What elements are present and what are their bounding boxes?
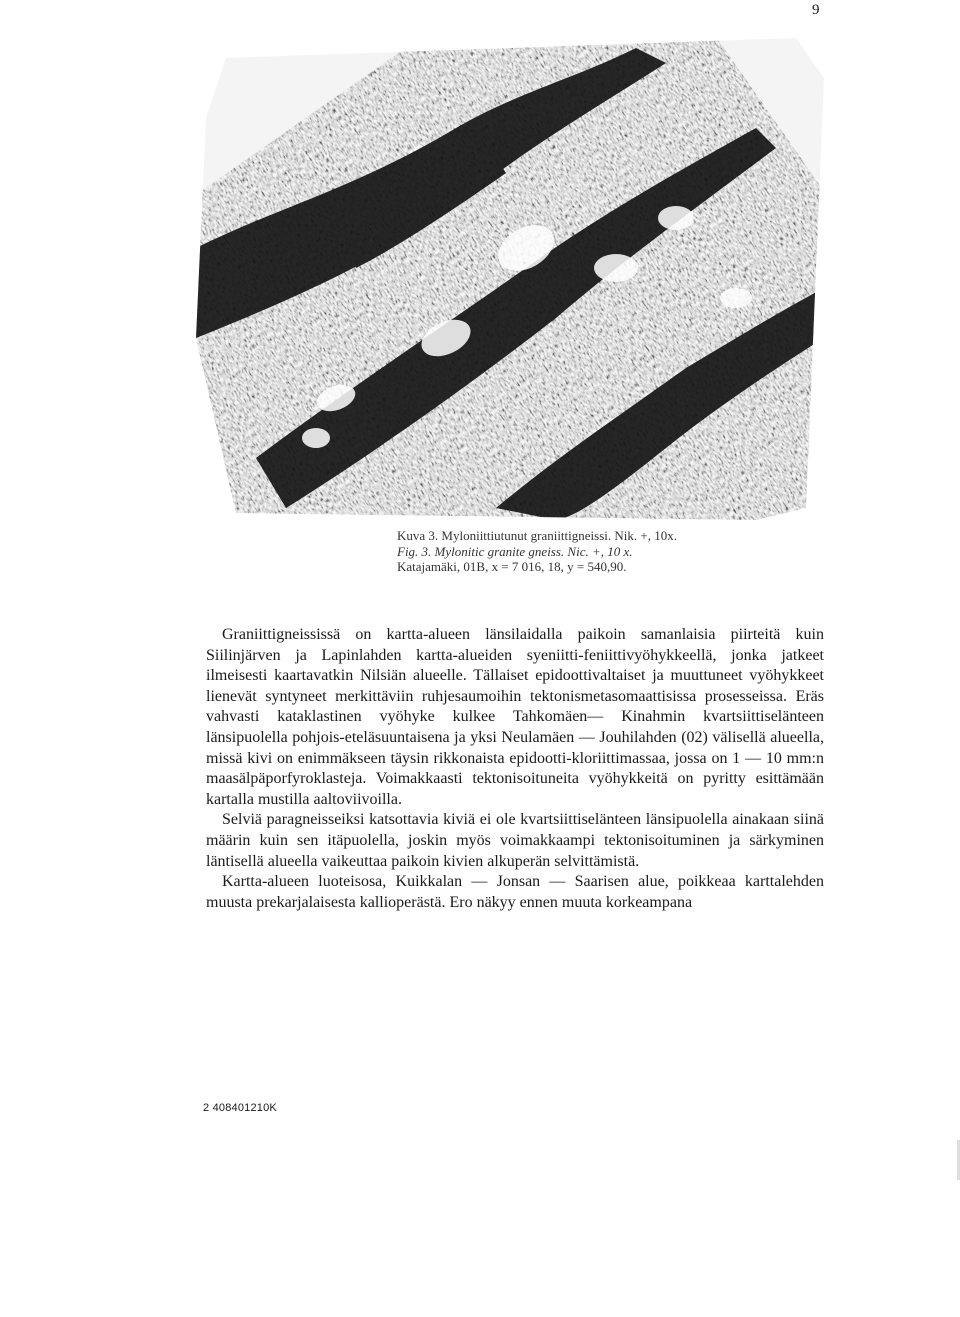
mylonite-micrograph-image xyxy=(196,38,824,520)
caption-location: Katajamäki, 01B, x = 7 016, 18, y = 540,90. xyxy=(397,559,627,574)
paragraph-3: Kartta-alueen luoteisosa, Kuikkalan — Jonsan — Saarisen alue, poikkeaa karttalehden muusta prekarjalaisesta kallioperästä. Ero näkyy ennen muuta korkeampana xyxy=(206,873,824,911)
footer-print-code: 2 408401210K xyxy=(203,1102,277,1114)
paragraph-1: Graniittigneississä on kartta-alueen länsilaidalla paikoin samanlaisia piirteitä kuin Siilinjärven ja Lapinlahden kartta-alueiden syeniitti-feniittivyöhykkeellä, jonka jatkeet ilmeisesti kaartavatkin Nilsiän alueelle. Tällaiset epidoottivaltaiset ja muuttuneet vyöhykkeet lienevät syntyneet merkittäviin ruhjesaumoihin tektonismetasomaattisissa prosesseissa. Eräs vahvasti kataklastinen vyöhyke kulkee Tahkomäen— Kinahmin kvartsiittiselänteen länsipuolella pohjois-eteläsuuntaisena ja yksi Neulamäen — Jouhilahden (02) välisellä alueella, missä kivi on enimmäkseen täysin rikkonaista epidootti-kloriittimassaa, jossa on 1 — 10 mm:n maasälpäporfyroklasteja. Voimakkaasti tektonisoituneita vyöhykkeitä on pyritty esittämään kartalla mustilla aaltoviivoilla. xyxy=(206,626,824,808)
page-number: 9 xyxy=(812,2,820,18)
figure-caption xyxy=(397,528,817,575)
micrograph-svg xyxy=(196,38,824,520)
caption-english: Fig. 3. Mylonitic granite gneiss. Nic. +, 10 x. xyxy=(397,543,633,559)
body-text xyxy=(206,625,824,913)
paragraph-2: Selviä paragneisseiksi katsottavia kiviä ei ole kvartsiittiselänteen länsipuolella ainakaan siinä määrin kuin sen itäpuolella, joskin myös voimakkaampi tektonisoituminen ja särkyminen läntisellä alueella vaikeuttaa paikoin kivien alkuperän selvittämistä. xyxy=(206,811,824,870)
caption-finnish: Kuva 3. Myloniittiutunut graniittigneissi. Nik. +, 10x. xyxy=(397,528,677,543)
